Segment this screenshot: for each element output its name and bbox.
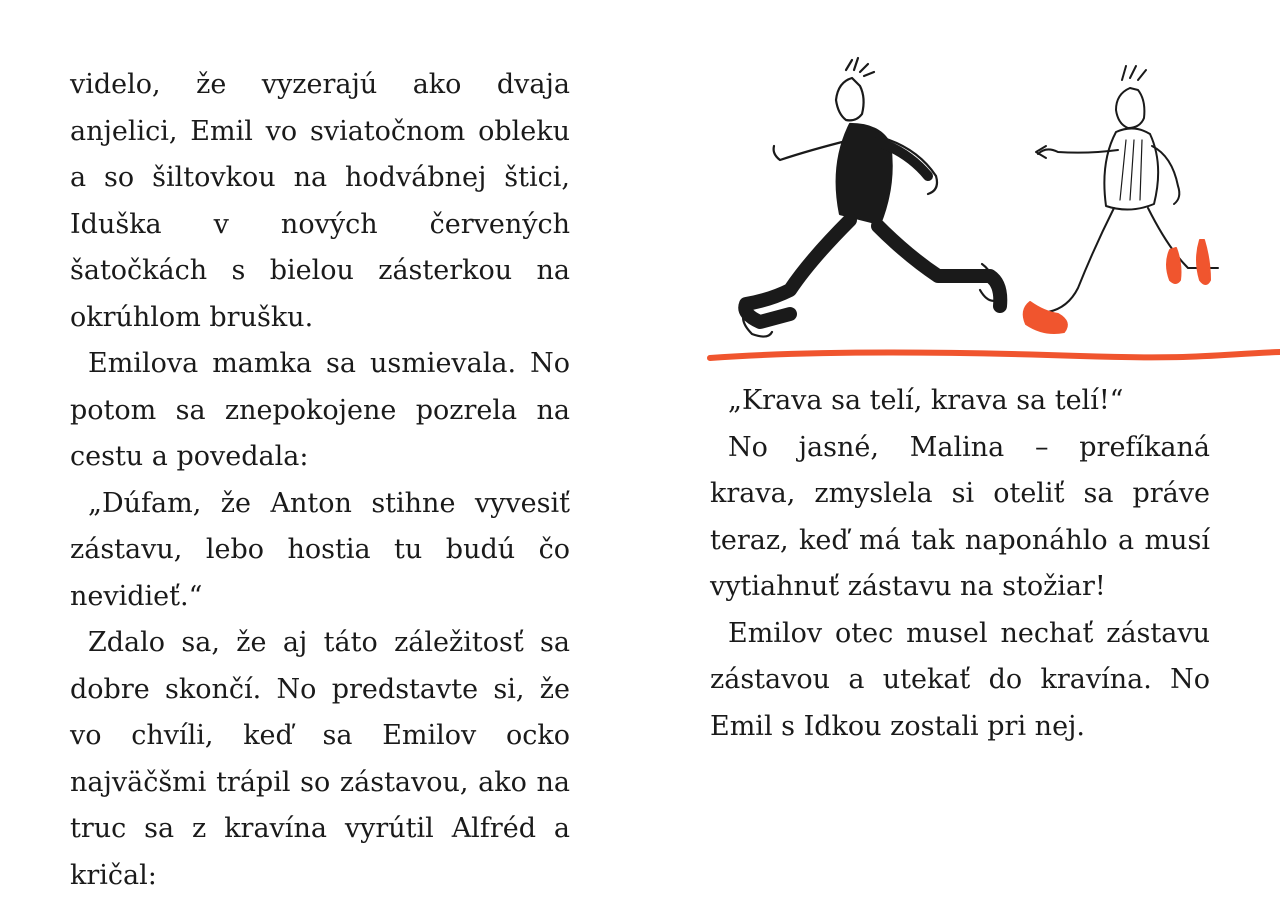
right-paragraph-2: No jasné, Malina – prefíkaná krava, zmyslela si oteliť sa práve teraz, keď má tak naponáhlo a musí vytiahnuť zástavu na stožiar! (710, 431, 1210, 602)
running-men-illustration (700, 50, 1280, 370)
orange-ground-line (710, 352, 1280, 358)
left-paragraph-2: Emilova mamka sa usmievala. No potom sa znepokojene pozrela na cestu a povedala: (70, 348, 570, 472)
man-in-suit-figure (743, 58, 1000, 337)
right-page-text (710, 378, 1210, 750)
man-in-shirt-figure (1024, 66, 1218, 333)
left-paragraph-1: videlo, že vyzerajú ako dvaja anjelici, Emil vo sviatočnom obleku a so šiltovkou na hodvábnej štici, Iduška v nových červených šatočkách s bielou zásterkou na okrúhlom brušku. (70, 69, 570, 333)
illustration-svg (700, 50, 1280, 370)
right-paragraph-1: „Krava sa telí, krava sa telí!“ (728, 385, 1124, 416)
left-page-text (70, 62, 570, 899)
left-paragraph-4: Zdalo sa, že aj táto záležitosť sa dobre skončí. No predstavte si, že vo chvíli, keď sa Emilov ocko najväčšmi trápil so zástavou, ako na truc sa z kravína vyrútil Alfréd a kričal: (70, 627, 570, 891)
left-paragraph-3: „Dúfam, že Anton stihne vyvesiť zástavu, lebo hostia tu budú čo nevidieť.“ (70, 487, 570, 612)
right-paragraph-3: Emilov otec musel nechať zástavu zástavou a utekať do kravína. No Emil s Idkou zostali pri nej. (710, 617, 1210, 742)
